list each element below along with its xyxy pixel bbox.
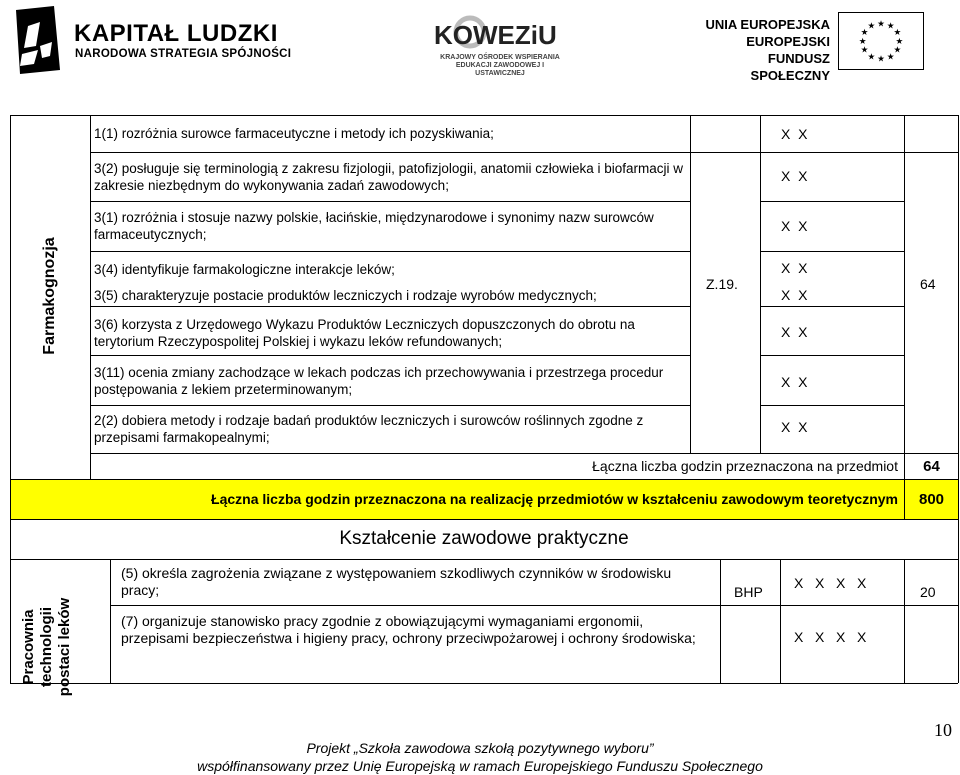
svg-text:★: ★ — [858, 36, 867, 47]
theory-row-marks: X X — [781, 126, 808, 142]
theory-code: Z.19. — [706, 276, 738, 292]
practice-row-marks: X X X X — [794, 629, 867, 645]
page-number: 10 — [934, 720, 952, 740]
theory-row-text: 3(4) identyfikuje farmakologiczne interakcje leków; — [94, 262, 395, 277]
svg-text:★: ★ — [886, 21, 895, 32]
kapital-ludzki-flag-icon — [10, 6, 62, 76]
theory-row-text: 3(11) ocenia zmiany zachodzące w lekach podczas ich przechowywania i przestrzega procedur postępowania z lekiem przeterminowanym; — [94, 365, 664, 397]
svg-text:★: ★ — [867, 52, 876, 63]
theory-row-marks: X X — [781, 419, 808, 435]
ue-text-block — [700, 16, 830, 84]
theory-row-text: 3(1) rozróżnia i stosuje nazwy polskie, łacińskie, międzynarodowe i synonimy nazw surowców farmaceutycznych; — [94, 210, 654, 242]
grand-total-value: 800 — [918, 491, 945, 508]
svg-text:★: ★ — [877, 19, 885, 30]
practice-row-text: (5) określa zagrożenia związane z występowaniem szkodliwych czynników w środowisku pracy; — [121, 565, 672, 598]
theory-row-text: 3(6) korzysta z Urzędowego Wykazu Produktów Leczniczych dopuszczonych do obrotu na terytorium Rzeczypospolitej Polskiej i wykazu leków refundowanych; — [94, 317, 635, 349]
svg-text:★: ★ — [895, 36, 904, 47]
theory-subject-label: Farmakognozja — [41, 237, 58, 355]
practice-code: BHP — [734, 584, 763, 600]
eu-flag-icon — [838, 12, 924, 70]
svg-text:★: ★ — [877, 54, 885, 65]
section-title-practice: Kształcenie zawodowe praktyczne — [339, 528, 629, 549]
theory-row-marks: X X — [781, 168, 808, 184]
theory-row-text: 3(2) posługuje się terminologią z zakresu fizjologii, patofizjologii, anatomii człowieka i biofarmacji w zakresie niezbędnym do wykonywania zadań zawodowych; — [94, 161, 684, 193]
kapital-ludzki-title: KAPITAŁ LUDZKI — [74, 20, 278, 47]
grand-total-label: Łączna liczba godzin przeznaczona na realizację przedmiotów w kształceniu zawodowym teoretycznym — [211, 491, 898, 507]
svg-text:★: ★ — [860, 28, 869, 39]
footer-line2: współfinansowany przez Unię Europejską w ramach Europejskiego Funduszu Społecznego — [197, 758, 763, 774]
svg-text:★: ★ — [893, 45, 902, 56]
svg-text:★: ★ — [867, 21, 876, 32]
kapital-ludzki-subtitle: NARODOWA STRATEGIA SPÓJNOŚCI — [75, 48, 292, 60]
theory-row-marks: X X — [781, 260, 808, 276]
theory-row-text: 2(2) dobiera metody i rodzaje badań produktów leczniczych i surowców roślinnych zgodne z przepisami farmakopealnymi; — [94, 413, 644, 445]
practice-row-marks: X X X X — [794, 575, 867, 591]
practice-hours: 20 — [920, 584, 936, 600]
theory-row-marks: X X — [781, 287, 808, 303]
kowezu-logo-icon — [430, 10, 560, 54]
footer-line1: Projekt „Szkoła zawodowa szkołą pozytywnego wyboru” — [306, 740, 654, 756]
svg-text:★: ★ — [860, 45, 869, 56]
theory-row-marks: X X — [781, 218, 808, 234]
kowezu-logo-text: KOWEZiU — [434, 20, 557, 50]
practice-row-text: (7) organizuje stanowisko pracy zgodnie z obowiązującymi wymaganiami ergonomii, przepisami bezpieczeństwa i higieny pracy, ochrony przeciwpożarowej i ochrony środowiska; — [121, 613, 696, 646]
practice-subject-label: Pracownia technologii postaci leków — [20, 597, 73, 697]
ue-line2: EUROPEJSKI — [746, 34, 830, 49]
svg-text:★: ★ — [886, 52, 895, 63]
svg-text:★: ★ — [893, 28, 902, 39]
theory-row-text: 3(5) charakteryzuje postacie produktów leczniczych i rodzaje wyrobów medycznych; — [94, 288, 597, 303]
ue-line3: FUNDUSZ SPOŁECZNY — [750, 51, 830, 83]
ue-line1: UNIA EUROPEJSKA — [705, 17, 830, 32]
theory-row-text: 1(1) rozróżnia surowce farmaceutyczne i metody ich pozyskiwania; — [94, 126, 494, 141]
theory-row-marks: X X — [781, 374, 808, 390]
subject-total-value: 64 — [923, 458, 940, 475]
theory-hours: 64 — [920, 276, 936, 292]
theory-row-marks: X X — [781, 324, 808, 340]
kowezu-subtitle: KRAJOWY OŚRODEK WSPIERANIA EDUKACJI ZAWODOWEJ I USTAWICZNEJ — [440, 54, 560, 77]
subject-total-label: Łączna liczba godzin przeznaczona na przedmiot — [592, 458, 898, 474]
